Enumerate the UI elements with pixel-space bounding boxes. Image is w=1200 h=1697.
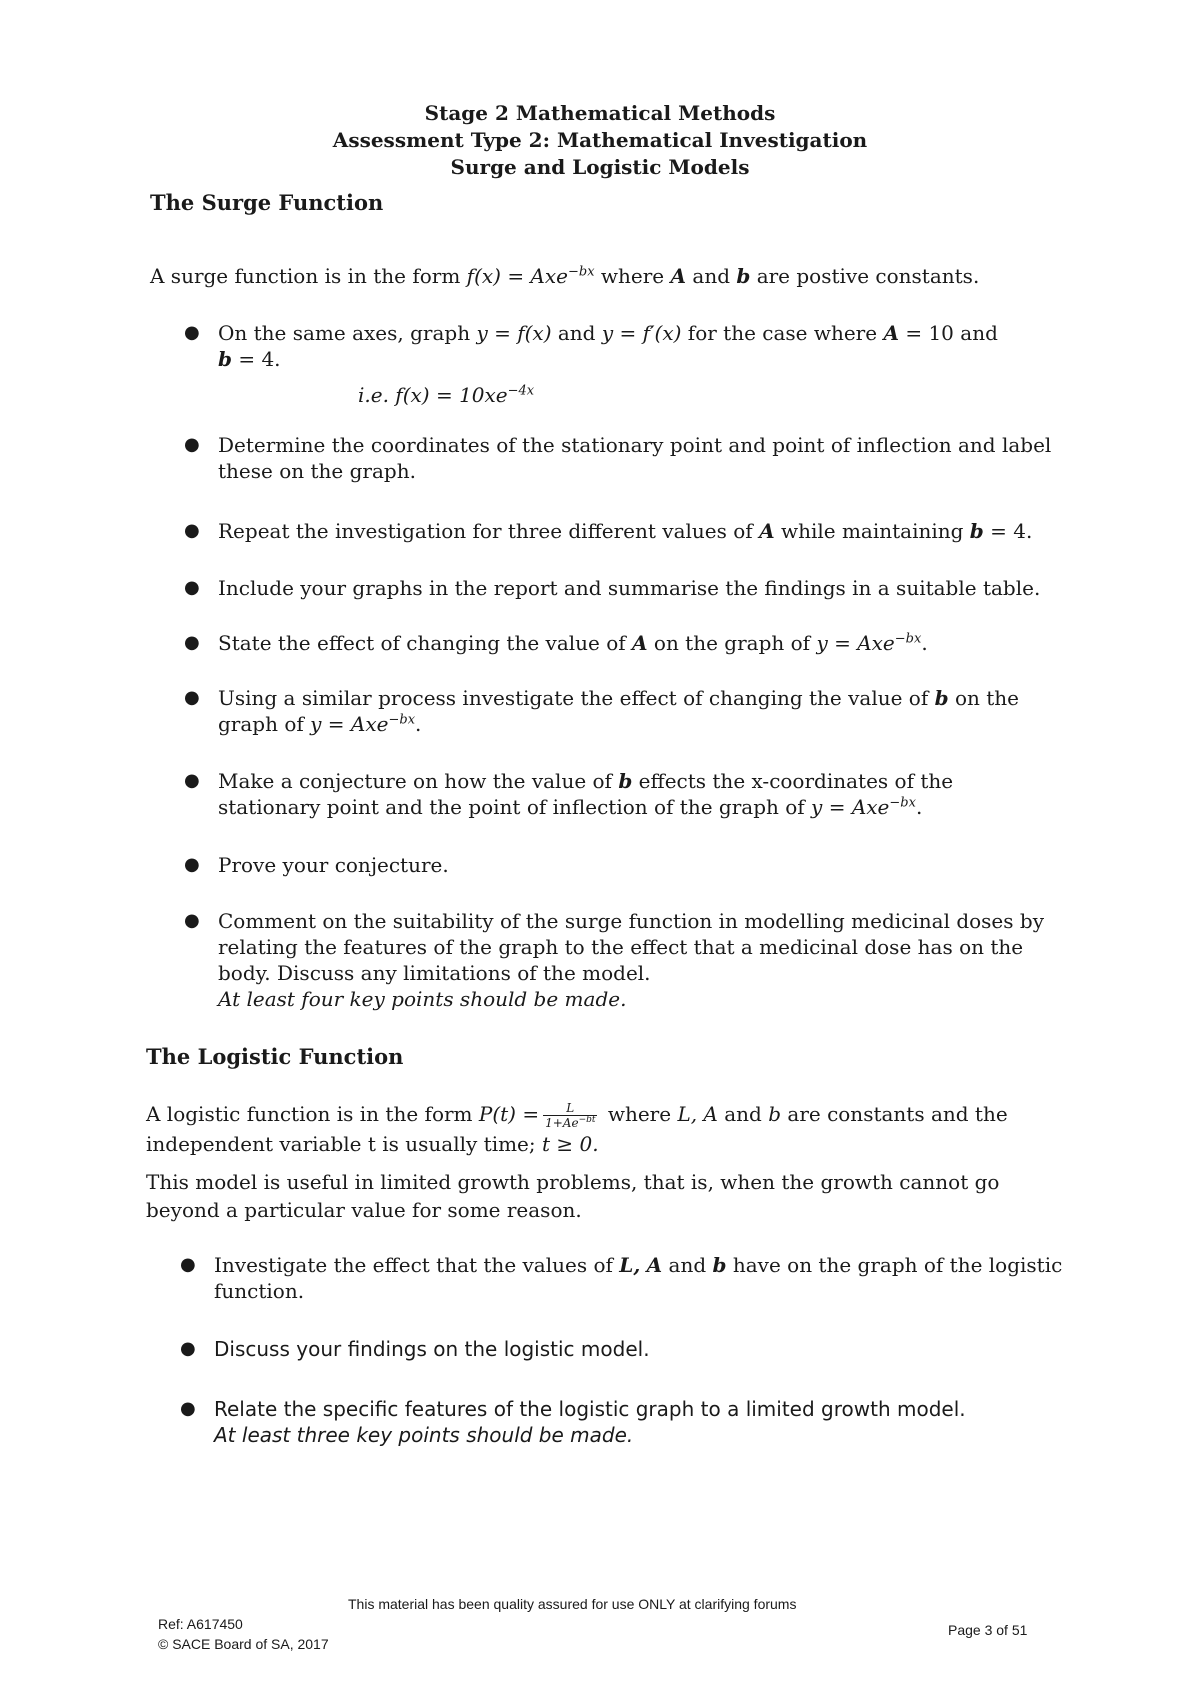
bullet-icon: ● xyxy=(180,1338,196,1359)
logistic-task-1 xyxy=(180,1252,1064,1304)
bullet-icon: ● xyxy=(184,434,200,455)
surge-intro-post: are postive constants. xyxy=(750,264,980,288)
task9-note: At least four key points should be made. xyxy=(218,987,627,1011)
logistic-vars: L, A xyxy=(677,1102,718,1126)
task7-b: b xyxy=(618,769,633,793)
task5-A: A xyxy=(632,631,648,655)
ltask3-note: At least three key points should be made. xyxy=(214,1423,634,1447)
task7-post: . xyxy=(915,795,923,819)
assessment-type: Assessment Type 2: Mathematical Investigation xyxy=(332,128,868,152)
task3-text: Repeat the investigation for three different values of xyxy=(218,519,760,543)
bullet-icon: ● xyxy=(184,322,200,343)
logistic-para2: This model is useful in limited growth problems, that is, when the growth cannot go beyond a particular value for some reason. xyxy=(146,1170,1000,1222)
ltask1-A: A xyxy=(646,1253,663,1277)
quality-notice: This material has been quality assured for use ONLY at clarifying forums xyxy=(348,1596,797,1612)
ltask3-text: Relate the specific features of the logistic graph to a limited growth model. xyxy=(214,1397,966,1421)
ref-number: Ref: A617450 xyxy=(158,1616,243,1632)
task3-mid: while maintaining xyxy=(774,519,970,543)
fraction-denominator-exp: −bt xyxy=(578,1115,596,1125)
task9-text: Comment on the suitability of the surge function in modelling medicinal doses by relating the features of the graph to the effect that a medicinal dose has on the body. Discuss any limitations of the model. xyxy=(218,909,1044,985)
task5-mid: on the graph of xyxy=(647,631,817,655)
surge-intro-and: and xyxy=(686,264,737,288)
task6-b: b xyxy=(934,686,949,710)
logistic-task-3 xyxy=(180,1396,1054,1448)
bullet-icon: ● xyxy=(184,577,200,598)
task6-exp: −bx xyxy=(388,712,416,728)
bullet-icon: ● xyxy=(184,687,200,708)
task4-text: Include your graphs in the report and summarise the findings in a suitable table. xyxy=(218,576,1041,600)
logistic-heading: The Logistic Function xyxy=(146,1044,404,1069)
var-A: A xyxy=(670,264,687,288)
fraction-numerator: L xyxy=(543,1101,597,1116)
page-number: Page 3 of 51 xyxy=(948,1622,1028,1638)
task1-example-exp: −4x xyxy=(507,383,535,399)
var-b: b xyxy=(736,264,751,288)
surge-task-4 xyxy=(184,575,1058,601)
task3-A: A xyxy=(759,519,775,543)
logistic-fraction xyxy=(543,1101,597,1130)
ltask2-text: Discuss your findings on the logistic model. xyxy=(214,1337,650,1361)
task6-mid: on the graph of xyxy=(218,686,1019,736)
task5-exp: −bx xyxy=(894,631,922,647)
ltask1-b: b xyxy=(712,1253,727,1277)
surge-task-5 xyxy=(184,630,1058,656)
task1-Aval: = 10 and xyxy=(898,321,998,345)
logistic-intro-text: A logistic function is in the form xyxy=(146,1102,479,1126)
logistic-condition: t ≥ 0. xyxy=(542,1132,599,1156)
task1-example-formula: i.e. f(x) = 10xe xyxy=(358,383,508,407)
surge-task-8 xyxy=(184,852,1058,878)
task1-f: y = f(x) xyxy=(476,321,552,345)
fraction-denominator-base: 1+Ae xyxy=(545,1116,579,1130)
bullet-icon: ● xyxy=(184,632,200,653)
task1-A: A xyxy=(883,321,899,345)
surge-task-3 xyxy=(184,518,1058,544)
task7-formula: y = Axe xyxy=(811,795,890,819)
task1-example xyxy=(358,382,1058,408)
task1-text: On the same axes, graph xyxy=(218,321,477,345)
surge-intro-where: where xyxy=(594,264,671,288)
ltask1-text: Investigate the effect that the values of xyxy=(214,1253,620,1277)
logistic-intro xyxy=(146,1100,1056,1158)
task2-text: Determine the coordinates of the stationary point and point of inflection and label these on the graph. xyxy=(218,433,1052,483)
surge-task-2 xyxy=(184,432,1058,484)
surge-intro xyxy=(150,262,1050,290)
bullet-icon: ● xyxy=(180,1398,196,1419)
task6-text: Using a similar process investigate the effect of changing the value of xyxy=(218,686,935,710)
surge-task-1 xyxy=(184,320,1058,408)
task7-exp: −bx xyxy=(889,795,916,811)
surge-task-6 xyxy=(184,685,1058,737)
bullet-icon: ● xyxy=(180,1254,196,1275)
task5-formula: y = Axe xyxy=(816,631,895,655)
task3-b: b xyxy=(969,519,984,543)
surge-formula-exponent: −bx xyxy=(568,264,595,280)
task1-bval: = 4. xyxy=(231,347,281,371)
investigation-title: Surge and Logistic Models xyxy=(450,155,750,179)
logistic-var-b: b xyxy=(768,1102,782,1126)
surge-task-7 xyxy=(184,768,1058,820)
task7-mid: effects the x-coordinates of the stationary point and the point of inflection of the graph of xyxy=(218,769,954,819)
task1-and: and xyxy=(551,321,602,345)
logistic-formula-lhs: P(t) = xyxy=(478,1102,540,1126)
surge-heading: The Surge Function xyxy=(150,190,384,215)
surge-formula: f(x) = Axe xyxy=(466,264,568,288)
bullet-icon: ● xyxy=(184,520,200,541)
task8-text: Prove your conjecture. xyxy=(218,853,449,877)
logistic-task-2 xyxy=(180,1336,1054,1362)
copyright: © SACE Board of SA, 2017 xyxy=(158,1636,329,1652)
course-title: Stage 2 Mathematical Methods xyxy=(424,101,776,125)
ltask1-and: and xyxy=(662,1253,713,1277)
ltask1-post: have on the graph of the logistic function. xyxy=(214,1253,1063,1303)
bullet-icon: ● xyxy=(184,910,200,931)
bullet-icon: ● xyxy=(184,770,200,791)
task1-mid: for the case where xyxy=(681,321,884,345)
task1-b: b xyxy=(218,347,232,371)
surge-intro-text: A surge function is in the form xyxy=(150,264,467,288)
fraction-denominator xyxy=(543,1116,597,1130)
task1-fprime: y = f′(x) xyxy=(601,321,682,345)
logistic-intro-where: where xyxy=(601,1102,678,1126)
task5-text: State the effect of changing the value of xyxy=(218,631,633,655)
title-block xyxy=(0,100,1200,181)
task7-text: Make a conjecture on how the value of xyxy=(218,769,619,793)
task5-post: . xyxy=(921,631,928,655)
surge-task-9 xyxy=(184,908,1058,1012)
task6-formula: y = Axe xyxy=(310,712,389,736)
logistic-intro-post: are constants and the independent variable t is usually time; xyxy=(146,1102,1008,1156)
ltask1-L: L, xyxy=(619,1253,641,1277)
task3-post: = 4. xyxy=(983,519,1033,543)
bullet-icon: ● xyxy=(184,854,200,875)
task6-post: . xyxy=(415,712,422,736)
logistic-intro-and: and xyxy=(717,1102,769,1126)
